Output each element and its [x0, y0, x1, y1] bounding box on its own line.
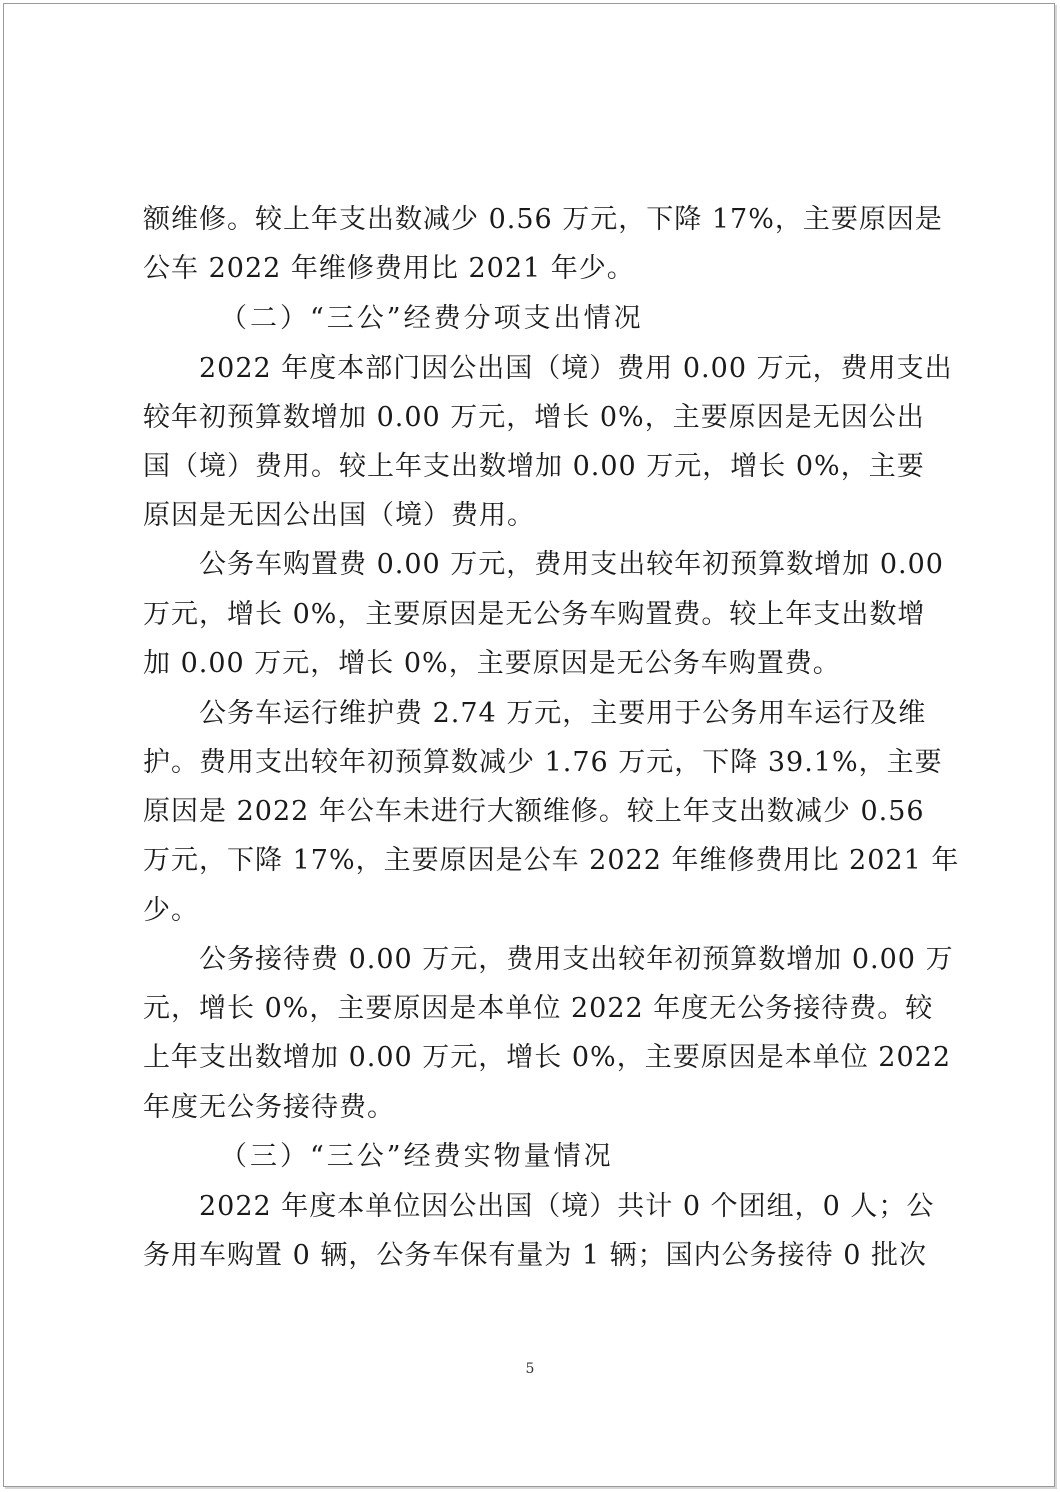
text-line: 万元，增长 0%，主要原因是无公务车购置费。较上年支出数增 — [143, 599, 926, 630]
text-line: 公车 2022 年维修费用比 2021 年少。 — [143, 253, 635, 284]
section-heading: （三）“三公”经费实物量情况 — [220, 1141, 614, 1172]
text-line: 2022 年度本单位因公出国（境）共计 0 个团组，0 人；公 — [199, 1191, 935, 1222]
text-line: 护。费用支出较年初预算数减少 1.76 万元，下降 39.1%，主要 — [143, 747, 943, 778]
text-line: 上年支出数增加 0.00 万元，增长 0%，主要原因是本单位 2022 — [143, 1042, 951, 1073]
text-line: 公务接待费 0.00 万元，费用支出较年初预算数增加 0.00 万 — [199, 944, 954, 975]
text-line: 国（境）费用。较上年支出数增加 0.00 万元，增长 0%，主要 — [143, 451, 925, 482]
text-line: 元，增长 0%，主要原因是本单位 2022 年度无公务接待费。较 — [143, 993, 934, 1024]
text-line: 务用车购置 0 辆，公务车保有量为 1 辆；国内公务接待 0 批次 — [143, 1240, 928, 1271]
text-line: 少。 — [143, 895, 199, 926]
page-number: 5 — [525, 1361, 535, 1377]
text-line: 公务车购置费 0.00 万元，费用支出较年初预算数增加 0.00 — [199, 549, 944, 580]
text-line: 原因是 2022 年公车未进行大额维修。较上年支出数减少 0.56 — [143, 796, 925, 827]
text-line: 额维修。较上年支出数减少 0.56 万元，下降 17%，主要原因是 — [143, 204, 943, 235]
text-line: 年度无公务接待费。 — [143, 1092, 395, 1123]
text-line: 公务车运行维护费 2.74 万元，主要用于公务用车运行及维 — [199, 698, 927, 729]
text-line: 2022 年度本部门因公出国（境）费用 0.00 万元，费用支出 — [199, 353, 953, 384]
text-line: 较年初预算数增加 0.00 万元，增长 0%，主要原因是无因公出 — [143, 402, 925, 433]
text-line: 原因是无因公出国（境）费用。 — [143, 500, 535, 531]
section-heading: （二）“三公”经费分项支出情况 — [220, 303, 644, 334]
text-line: 万元，下降 17%，主要原因是公车 2022 年维修费用比 2021 年 — [143, 845, 960, 876]
text-line: 加 0.00 万元，增长 0%，主要原因是无公务车购置费。 — [143, 648, 841, 679]
